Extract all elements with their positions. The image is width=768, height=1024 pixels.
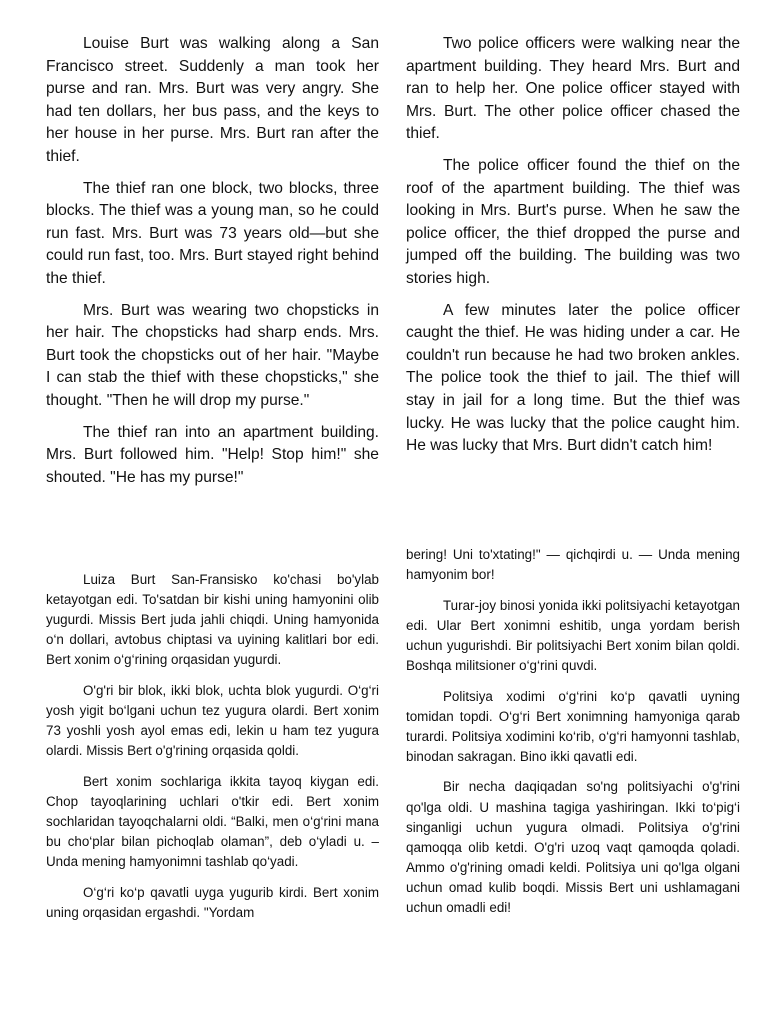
paragraph-continuation: bering! Uni to'xtating!" — qichqirdi u. — Unda mening hamyonim bor! xyxy=(406,547,740,583)
paragraph: Bert xonim sochlariga ikkita tayoq kiygan edi. Chop tayoqlarining uchlari o'tkir edi. Bert xonim sochlaridan tayoqchalarni oldi. “Balki, men o‘g‘rini mana bu cho‘plar bilan pichoqlab olaman”, deb o‘yladi u. – Unda mening hamyonimni tashlab qo‘yadi. xyxy=(46,773,379,870)
paragraph: A few minutes later the police officer caught the thief. He was hiding under a car. He couldn't run because he had two broken ankles. The police took the thief to jail. The thief will stay in jail for a long time. But the thief was lucky. He was lucky that the police caught him. He was lucky that Mrs. Burt didn't catch him! xyxy=(406,301,740,455)
english-right-column xyxy=(406,33,740,467)
paragraph: Mrs. Burt was wearing two chopsticks in her hair. The chopsticks had sharp ends. Mrs. Burt took the chopsticks out of her hair. "Maybe I can stab the thief with these chopsticks," she thought. "Then he will drop my purse." xyxy=(46,301,379,409)
paragraph: O'g'ri bir blok, ikki blok, uchta blok yugurdi. O‘g‘ri yosh yigit bo‘lgani uchun tez yugura olardi. Bert xonim 73 yoshli yosh ayol emas edi, lekin u ham tez yugura olardi. Missis Bert o'g'rining orqasida qoldi. xyxy=(46,682,379,759)
paragraph: Luiza Burt San-Fransisko ko'chasi bo'ylab ketayotgan edi. To'satdan bir kishi uning hamyonini olib yugurdi. Missis Bert juda jahli chiqdi. Uning hamyonida o‘n dollari, avtobus chiptasi va uyining kalitlari bor edi. Bert xonim o‘g‘rining orqasidan yugurdi. xyxy=(46,572,379,668)
uzbek-right-column xyxy=(406,545,740,929)
paragraph: Louise Burt was walking along a San Francisco street. Suddenly a man took her purse and ran. Mrs. Burt was very angry. She had ten dollars, her bus pass, and the keys to her house in her purse. Mrs. Burt ran after the thief. xyxy=(46,35,379,165)
english-left-column xyxy=(46,33,379,498)
paragraph: The thief ran into an apartment building. Mrs. Burt followed him. "Help! Stop him!" she shouted. "He has my purse!" xyxy=(46,423,379,486)
paragraph: O‘g‘ri ko‘p qavatli uyga yugurib kirdi. Bert xonim uning orqasidan ergashdi. "Yordam xyxy=(46,884,379,920)
paragraph: Turar-joy binosi yonida ikki politsiyachi ketayotgan edi. Ular Bert xonimni eshitib, unga yordam berish uchun yugurishdi. Bir politsiyachi Bert xonim bilan qoldi. Boshqa militsioner o‘g‘rini quvdi. xyxy=(406,597,740,673)
paragraph: Two police officers were walking near the apartment building. They heard Mrs. Burt and ran to help her. One police officer stayed with Mrs. Burt. The other police officer chased the thief. xyxy=(406,35,740,143)
paragraph: The police officer found the thief on the roof of the apartment building. The thief was looking in Mrs. Burt's purse. When he saw the police officer, the thief dropped the purse and jumped off the building. The building was two stories high. xyxy=(406,156,740,287)
paragraph: Bir necha daqiqadan so'ng politsiyachi o'g'rini qo'lga oldi. U mashina tagiga yashiringan. Ikki to‘pig‘i singanligi uchun yugura olmadi. Politsiya o'g'rini qamoqqa olib ketdi. O'g'ri uzoq vaqt qamoqda qoladi. Ammo o'g'rining omadi keldi. Politsiya uni qo'lga olgani uchun omad kulib boqdi. Missis Bert uni ushlamagani uchun omadli edi! xyxy=(406,779,740,915)
uzbek-left-column xyxy=(46,570,379,934)
paragraph: Politsiya xodimi o‘g‘rini ko‘p qavatli uyning tomidan topdi. O‘g‘ri Bert xonimning hamyoniga qarab turardi. Politsiya xodimini ko‘rib, o‘g‘ri hamyonni tashlab, binodan sakragan. Bino ikki qavatli edi. xyxy=(406,688,740,764)
paragraph: The thief ran one block, two blocks, three blocks. The thief was a young man, so he could run fast. Mrs. Burt was 73 years old—but she could run fast, too. Mrs. Burt stayed right behind the thief. xyxy=(46,179,379,287)
